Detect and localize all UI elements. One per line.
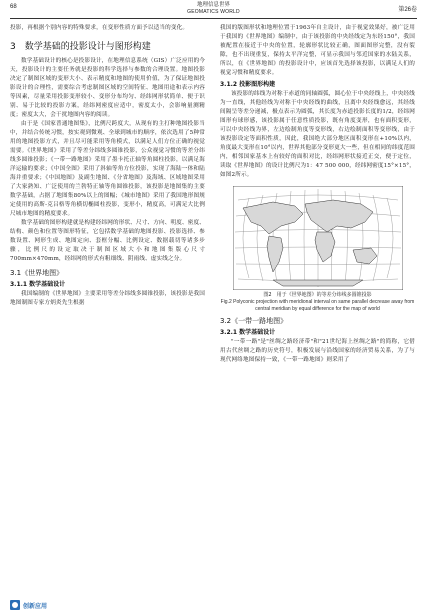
paragraph: 我国编制的《世界地图》主要采用等差分纬线多圆锥投影，该投影是我国地图制图专家方炳炎先生根据 bbox=[10, 291, 205, 306]
paragraph: 由于是《国家普通地图集》，比例尺跨度大，从现有的主打种地图投影当中，并结合传统习惯，按实观到微观、全球到城市的顺序，依次选用了5种常用的地图投影方式，并且尽可能采用等角模式，以满足人们方位正确的视觉需要。《世界地图》采用了等差分纬线多圆锥投影，公众视觉习惯的等差分纬线多圆锥投影；《一带一路地图》采用了墨卡托正轴等角圆柱投影，以满足海洋运输的要求；《中国全图》采用了斜轴等角方位投影，实现了海陆一体和陆海并重要求；《中国地图》及副生地图、《分省地图》及海域、区域地图采用了大家熟知、广泛使用的兰勃特正轴等角圆锥投影，该投影是地图集的主要数学基础，占据了地图集80%以上的图幅；《城市地图》采用了我国地形图规定使用的高斯-克吕格等角横切椭圆柱投影，变形小，精度高，可满足大比例尺城市地图的精度要求。 bbox=[10, 121, 205, 217]
intro-paragraph: 投影，再根据个别内容的特殊要求，在变形性质方面予以适当的变化。 bbox=[10, 25, 189, 31]
paragraph: 该投影的纬线为对称于赤道的同轴圆弧，圆心位于中央经线上，中央经线为一直线，其他经线为对称于中央经线的曲线，且离中央经线愈远，其经线间隔呈等差分递减，极点表示为圆弧，其长度为赤道投影长度的1/2，经纬网图形有球形感，该投影属于任意性质投影，既有角度变形，也有面积变形，可以中央经线为界，左边绘制角度等变形线，右边绘制面积等变形线，由于该投影设定等面积性质，因此，我国绝大部分地区面积变形在+10%以内，角度最大变形在10°以内，世界其他部分变形更大一些，但在相同的纬度范围内，相邻国家基本上有较好的面积对比，经纬网形状接近正交，便于定位，读取《世界地图》的设计比例尺为1：47 500 000，经纬网密度15°×15°，如图2所示。 bbox=[220, 91, 415, 178]
right-column bbox=[220, 24, 415, 365]
section-3-1-2-heading: 3.1.2 投影图形构建 bbox=[220, 81, 276, 88]
journal-title-cn: 地理信息世界 bbox=[196, 2, 230, 8]
footer-logo bbox=[10, 600, 47, 610]
section-3-1-heading: 3.1《世界地图》 bbox=[10, 269, 64, 277]
figure-caption-en: Fig.2 Polyconic projection with meridional interval on same parallel decrease away from central meridian by equal difference for the map of world bbox=[220, 299, 415, 312]
volume-label: 第26卷 bbox=[398, 7, 417, 13]
running-header bbox=[0, 2, 427, 15]
figure-caption-cn: 图2 用于《世界地图》的等差分纬线多圆锥投影 bbox=[263, 292, 372, 298]
journal-title-en: GEOMATICS WORLD bbox=[187, 9, 240, 15]
projection-map-image bbox=[233, 186, 403, 290]
section-3-2-1-heading: 3.2.1 数学基础设计 bbox=[220, 329, 276, 336]
paragraph: 数学基础的图形构建就是构建经纬网的形状、尺寸、方向、明度、密度、结构、颜色和位置等图形特征，它包括数学基础的地图投影、投影选择、参数设置、网形生成、地图定向、套框分幅、比例设定、数据载切等诸多步骤，比例尺的设定取决于制图区域大小和地图集版心尺寸700mm×470mm，经纬网的形式有粗细线、阴雨线、虚实线之分。 bbox=[10, 220, 205, 262]
footer-column-label: 创新应用 bbox=[23, 602, 48, 610]
section-3-heading: 3 数学基础的投影设计与图形构建 bbox=[10, 42, 151, 52]
section-3-1-1-heading: 3.1.1 数学基础设计 bbox=[10, 281, 66, 288]
header-rule bbox=[10, 18, 417, 19]
section-3-2-heading: 3.2《一带一路地图》 bbox=[220, 317, 288, 325]
figure-2 bbox=[220, 186, 415, 312]
page-number: 68 bbox=[10, 4, 17, 10]
left-column bbox=[10, 24, 205, 308]
paragraph: 我国的版图形状和地理位置于1963年自主设计，由于视觉效果好，被广泛用于我国的《世界地图》编制中，由于该投影的中央经线定为东经150°，我国被配置在接近于中央的位置，轮廓形状比较正确，图面图形完整，没有裂隙，也不出现重复，保持太平洋完整，可显示我国与邻近国家的水陆关系，所以，在《世界地图》的投影设计中，应该首先选择该投影，以满足人们的视觉习惯和精度要求。 bbox=[220, 25, 415, 76]
innovation-logo-icon bbox=[10, 600, 20, 610]
paragraph: 数学基础设计的核心是投影设计，在地理信息系统（GIS）广泛应用的今天，投影设计的主要任务就是投影的科学选择与参数的合理设置。地图投影决定了制图区域的变形大小、表示精度和地图的使用价值，为了保证地图投影设计的合理性，需要综合考虑制图区域的空间特征、地图用途和表示内容等因素，尽量采用投影变形较小、变形分布均匀、经纬网形状简单、便于识别、易于比较的投影方案，经纬网密度应适中，密度太小，会影响量测精度；密度太大，会干扰地图内容的阅读。 bbox=[10, 58, 205, 118]
paragraph: "一带一路"是"丝绸之路经济带"和"21世纪海上丝绸之路"的简称，它借用古代丝绸之路的历史符号，积极发展与沿线国家的经济贸易关系，为了与现代网络地图保持一致，《一带一路地图》则采用了 bbox=[220, 339, 415, 363]
